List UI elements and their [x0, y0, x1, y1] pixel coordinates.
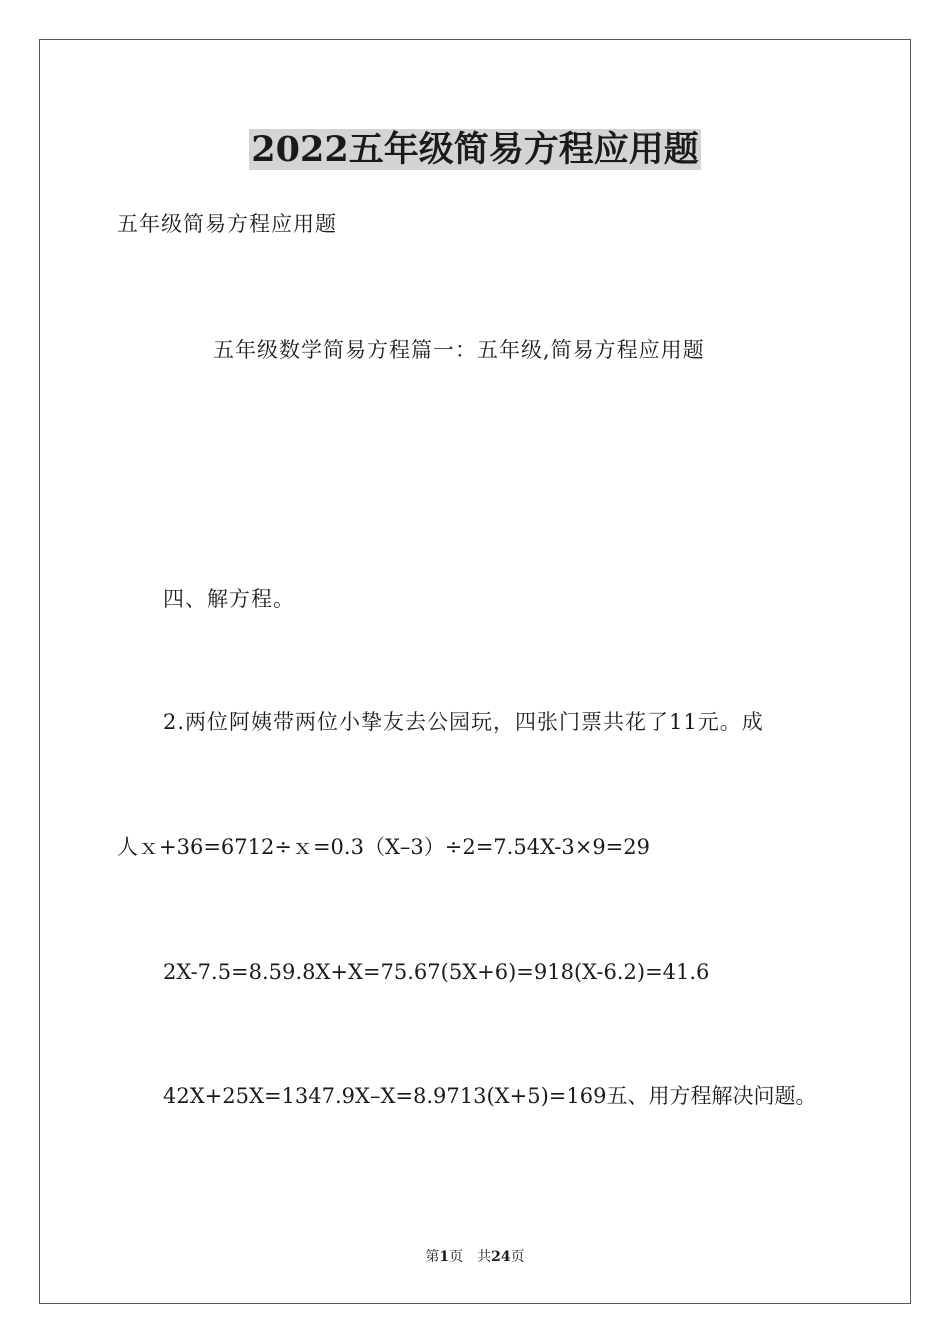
page-footer [0, 1248, 950, 1266]
paragraph-solve-equations: 四、解方程。 [163, 587, 295, 611]
section-heading: 五年级数学简易方程篇一：五年级,简易方程应用题 [213, 338, 705, 362]
paragraph-equations-3: 42X+25X=1347.9X–X=8.9713(X+5)=169五、用方程解决问题。 [163, 1084, 817, 1108]
document-title-text: 2022五年级简易方程应用题 [251, 129, 699, 170]
total-prefix: 共 [477, 1249, 492, 1265]
page-prefix: 第 [425, 1249, 440, 1265]
total-suffix: 页 [510, 1249, 525, 1265]
document-subtitle: 五年级简易方程应用题 [117, 212, 337, 236]
page-number: 1 [439, 1249, 450, 1265]
total-pages: 24 [491, 1249, 511, 1265]
page-suffix: 页 [449, 1249, 464, 1265]
paragraph-equations-1: 人ｘ+36=6712÷ｘ=0.3（X–3）÷2=7.54X-3×9=29 [117, 835, 650, 859]
paragraph-equations-2: 2X-7.5=8.59.8X+X=75.67(5X+6)=918(X-6.2)=41.6 [163, 960, 710, 984]
paragraph-word-problem: 2.两位阿姨带两位小挚友去公园玩，四张门票共花了11元。成 [163, 710, 764, 734]
document-title [0, 128, 950, 172]
